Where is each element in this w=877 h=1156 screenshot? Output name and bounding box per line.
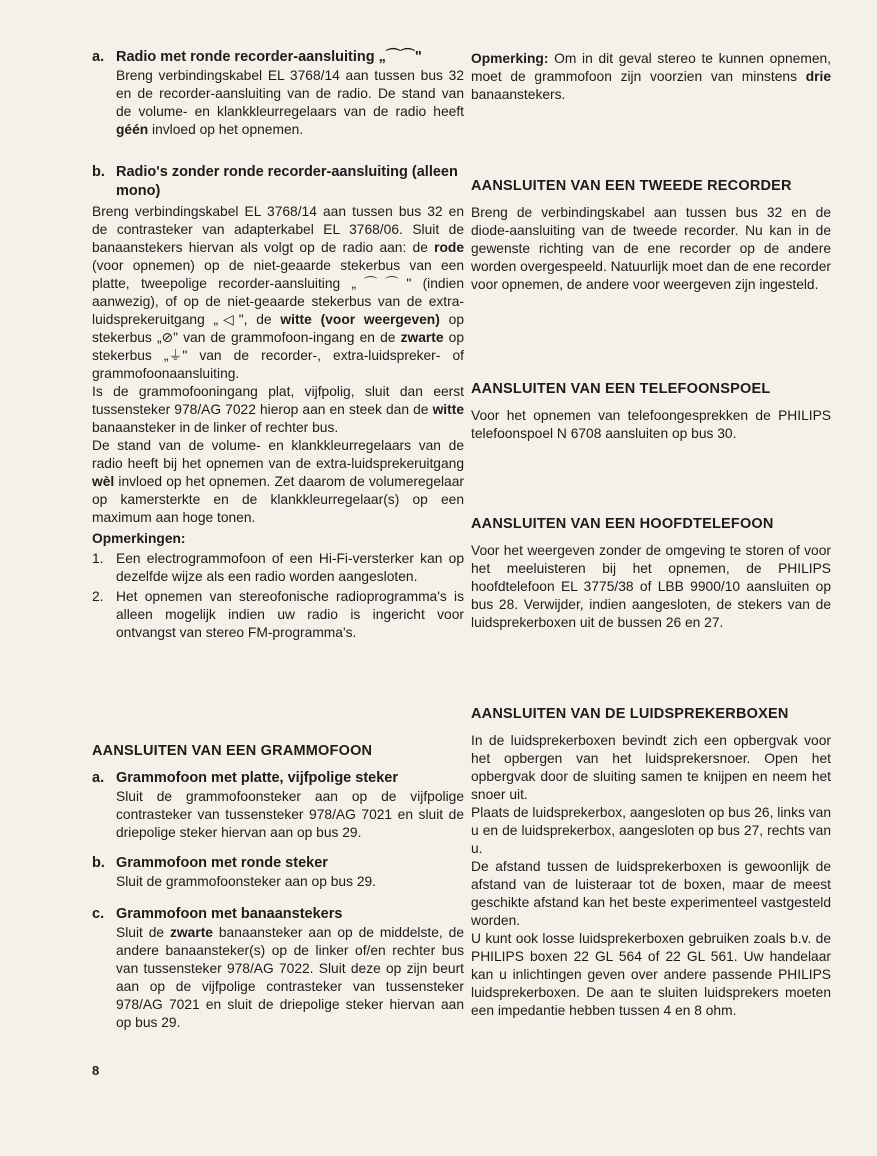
stereo-remark: [471, 50, 831, 104]
paragraph: U kunt ook losse luidsprekerboxen gebruiken zoals b.v. de PHILIPS boxen 22 GL 564 of 22 GL 561. Uw handelaar kan u inlichtingen geven over andere passende PHILIPS luidsprekerboxen. De aan te sluiten luidsprekers moeten een impedantie hebben tussen 4 en 8 ohm.: [471, 931, 831, 1018]
subsection-heading: Radio met ronde recorder-aansluiting „⌒⌒": [116, 49, 422, 65]
paragraph: Breng verbindingskabel EL 3768/14 aan tussen bus 32 en de recorder-aansluiting van de radio. De stand van de volume- en klankkleurregelaars van de radio heeft géén invloed op het opnemen.: [116, 68, 464, 137]
paragraph: De stand van de volume- en klankkleurregelaars van de radio heeft bij het opnemen van de extra-luidsprekeruitgang wèl invloed op het opnemen. Zet daarom de volumeregelaar op kamersterkte en de klankkleurregelaar(s) op een maximum aan hoge tonen.: [92, 438, 464, 525]
paragraph: Opmerking: Om in dit geval stereo te kunnen opnemen, moet de grammofoon zijn voorzien van minstens drie banaanstekers.: [471, 51, 831, 102]
grammofoon-c: [92, 905, 464, 1032]
subsection-heading: Radio's zonder ronde recorder-aansluiting (alleen mono): [116, 164, 458, 199]
section-heading: AANSLUITEN VAN EEN TELEFOONSPOEL: [471, 381, 771, 397]
paragraph: Plaats de luidsprekerbox, aangesloten op bus 26, links van u en de luidsprekerbox, aangesloten op bus 27, rechts van u.: [471, 805, 831, 856]
remarks-heading: Opmerkingen:: [92, 531, 186, 546]
section-hoofdtelefoon: [471, 515, 831, 632]
section-tweede-recorder: [471, 177, 831, 294]
section-heading: AANSLUITEN VAN EEN TWEEDE RECORDER: [471, 178, 792, 194]
subsection-heading: Grammofoon met banaanstekers: [116, 906, 343, 922]
list-item: 2. Het opnemen van stereofonische radioprogramma's is alleen mogelijk indien uw radio is ingericht voor ontvangst van stereo FM-programma's.: [92, 589, 464, 640]
paragraph: De afstand tussen de luidsprekerboxen is gewoonlijk de afstand van de luisteraar tot de boxen, maar de meest geschikte afstand kan het beste experimenteel vastgesteld worden.: [471, 859, 831, 928]
list-item: 1. Een electrogrammofoon of een Hi-Fi-versterker kan op dezelfde wijze als een radio worden aangesloten.: [92, 551, 464, 584]
section-a-radio-round: [92, 48, 464, 139]
section-heading: AANSLUITEN VAN DE LUIDSPREKERBOXEN: [471, 706, 789, 722]
item-letter: b.: [92, 855, 105, 871]
paragraph: Breng verbindingskabel EL 3768/14 aan tussen bus 32 en de contrasteker van adapterkabel EL 3768/06. Sluit de banaanstekers hiervan als volgt op de radio aan: de rode (voor opnemen) op de niet-geaarde stekerbus van een platte, tweepolige recorder-aansluiting „⌒⌒" (indien aanwezig), of op de niet-geaarde stekerbus van de extra-luidsprekeruitgang „◁", de witte (voor weergeven) op stekerbus „⊘" van de grammofoon-ingang en de zwarte op stekerbus „⏚" van de recorder-, extra-luidspreker- of grammofoonaansluiting.: [92, 204, 464, 381]
section-heading: AANSLUITEN VAN EEN HOOFDTELEFOON: [471, 516, 774, 532]
item-letter: c.: [92, 906, 105, 922]
section-heading: AANSLUITEN VAN EEN GRAMMOFOON: [92, 743, 373, 759]
paragraph: Voor het opnemen van telefoongesprekken de PHILIPS telefoonspoel N 6708 aansluiten op bus 30.: [471, 408, 831, 441]
paragraph: Sluit de grammofoonsteker aan op bus 29.: [116, 874, 376, 889]
grammofoon-b: [92, 854, 464, 891]
paragraph: Voor het weergeven zonder de omgeving te storen of voor het meeluisteren bij het opnemen, de PHILIPS hoofdtelefoon EL 3775/38 of LBB 9900/10 aansluiten op bus 28. Verwijder, indien aangesloten, de stekers van de luidsprekerboxen uit de bussen 26 en 27.: [471, 543, 831, 630]
item-letter: b.: [92, 164, 105, 180]
paragraph: In de luidsprekerboxen bevindt zich een opbergvak voor het opbergen van het luidsprekersnoer. Open het opbergvak door de sluiting samen te knijpen en neem het snoer uit.: [471, 733, 831, 802]
section-b-radio-no-round: [92, 163, 464, 642]
subsection-heading: Grammofoon met ronde steker: [116, 855, 328, 871]
paragraph: Breng de verbindingskabel aan tussen bus 32 en de diode-aansluiting van de tweede recorder. Nu kan in de gewenste richting van de ene recorder op de andere worden overgespeeld. Natuurlijk moet dan de ene recorder voor opnemen, de andere voor weergeven zijn ingesteld.: [471, 205, 831, 292]
paragraph: Sluit de zwarte banaansteker aan op de middelste, de andere banaansteker(s) op de linker of/en rechter bus van tussensteker 978/AG 7022. Sluit deze op zijn beurt aan op de vijfpolige contrasteker van tussensteker 978/AG 7021 en sluit de driepolige steker hiervan aan op bus 29.: [116, 925, 464, 1030]
page-number: 8: [92, 1063, 100, 1078]
item-letter: a.: [92, 49, 105, 65]
paragraph: Is de grammofooningang plat, vijfpolig, sluit dan eerst tussensteker 978/AG 7022 hierop aan en steek dan de witte banaansteker in de linker of rechter bus.: [92, 384, 464, 435]
section-grammofoon: [92, 742, 464, 1032]
grammofoon-a: [92, 769, 464, 842]
subsection-heading: Grammofoon met platte, vijfpolige steker: [116, 770, 398, 786]
paragraph: Sluit de grammofoonsteker aan op de vijfpolige contrasteker van tussensteker 978/AG 7021 en sluit de driepolige steker hiervan aan op bus 29.: [116, 789, 464, 840]
section-luidsprekerboxen: [471, 705, 831, 1020]
item-letter: a.: [92, 770, 105, 786]
section-telefoonspoel: [471, 380, 831, 443]
